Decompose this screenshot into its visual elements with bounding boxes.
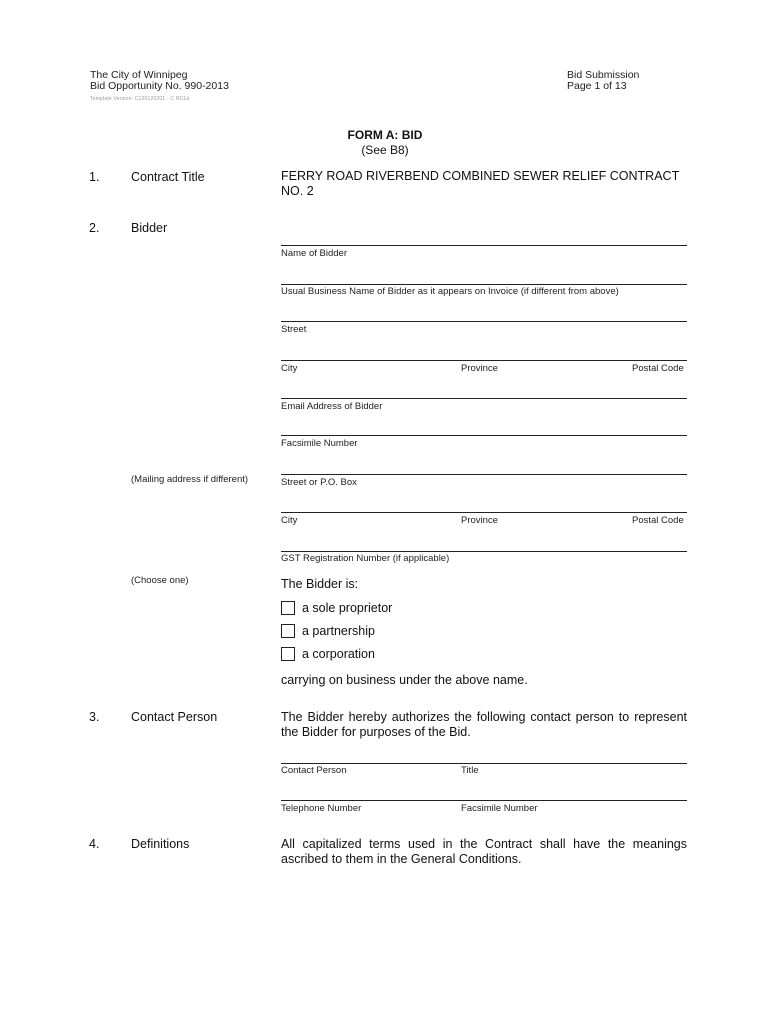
fax-caption: Facsimile Number [281,438,358,449]
section-4-number: 4. [89,837,100,851]
partnership-label: a partnership [302,624,375,638]
email-caption: Email Address of Bidder [281,401,383,412]
mailing-street-line[interactable] [281,474,687,475]
business-name-caption: Usual Business Name of Bidder as it appears on Invoice (if different from above) [281,286,619,297]
contract-title-text: FERRY ROAD RIVERBEND COMBINED SEWER RELIEF CONTRACT NO. 2 [281,169,679,198]
sole-proprietor-label: a sole proprietor [302,601,393,615]
header-page-number: Page 1 of 13 [567,80,627,92]
header-template-version: Template Version: C120120201 - C RC1d [90,96,190,102]
contact-person-line[interactable] [281,763,687,764]
telephone-caption: Telephone Number [281,803,362,814]
carrying-on-business-text: carrying on business under the above name. [281,673,528,687]
street-caption: Street [281,324,307,335]
bidder-is-text: The Bidder is: [281,577,359,591]
contact-fax-caption: Facsimile Number [461,803,538,814]
section-1-label: Contract Title [131,170,205,184]
contact-title-caption: Title [461,765,479,776]
contact-person-text: The Bidder hereby authorizes the following contact person to represent the Bidder for purposes of the Bid. [281,710,687,739]
street-line[interactable] [281,321,687,322]
mailing-city-caption: City [281,515,298,526]
email-line[interactable] [281,398,687,399]
bidder-name-caption: Name of Bidder [281,248,348,259]
definitions-text: All capitalized terms used in the Contract shall have the meanings ascribed to them in the General Conditions. [281,837,687,866]
sole-proprietor-checkbox[interactable] [281,601,295,615]
telephone-line[interactable] [281,800,687,801]
corporation-label: a corporation [302,647,375,661]
contact-person-caption: Contact Person [281,765,347,776]
gst-line[interactable] [281,551,687,552]
city-line[interactable] [281,360,687,361]
gst-caption: GST Registration Number (if applicable) [281,553,450,564]
corporation-checkbox[interactable] [281,647,295,661]
form-title: FORM A: BID [347,128,423,142]
form-subtitle: (See B8) [361,143,409,157]
choose-one-note: (Choose one) [131,575,189,586]
bidder-name-line[interactable] [281,245,687,246]
mailing-province-caption: Province [461,515,498,526]
section-1-number: 1. [89,170,100,184]
province-caption: Province [461,363,498,374]
mailing-street-caption: Street or P.O. Box [281,477,357,488]
header-bid-opportunity: Bid Opportunity No. 990-2013 [90,80,229,92]
mailing-postal-caption: Postal Code [632,515,684,526]
business-name-line[interactable] [281,284,687,285]
mailing-city-line[interactable] [281,512,687,513]
header-bid-submission: Bid Submission [567,69,640,81]
section-4-label: Definitions [131,837,190,851]
section-3-number: 3. [89,710,100,724]
partnership-checkbox[interactable] [281,624,295,638]
section-3-label: Contact Person [131,710,218,724]
header-city: The City of Winnipeg [90,69,188,81]
fax-line[interactable] [281,435,687,436]
section-2-label: Bidder [131,221,168,235]
section-2-number: 2. [89,221,100,235]
city-caption: City [281,363,298,374]
postal-code-caption: Postal Code [632,363,684,374]
mailing-address-note: (Mailing address if different) [131,474,249,485]
